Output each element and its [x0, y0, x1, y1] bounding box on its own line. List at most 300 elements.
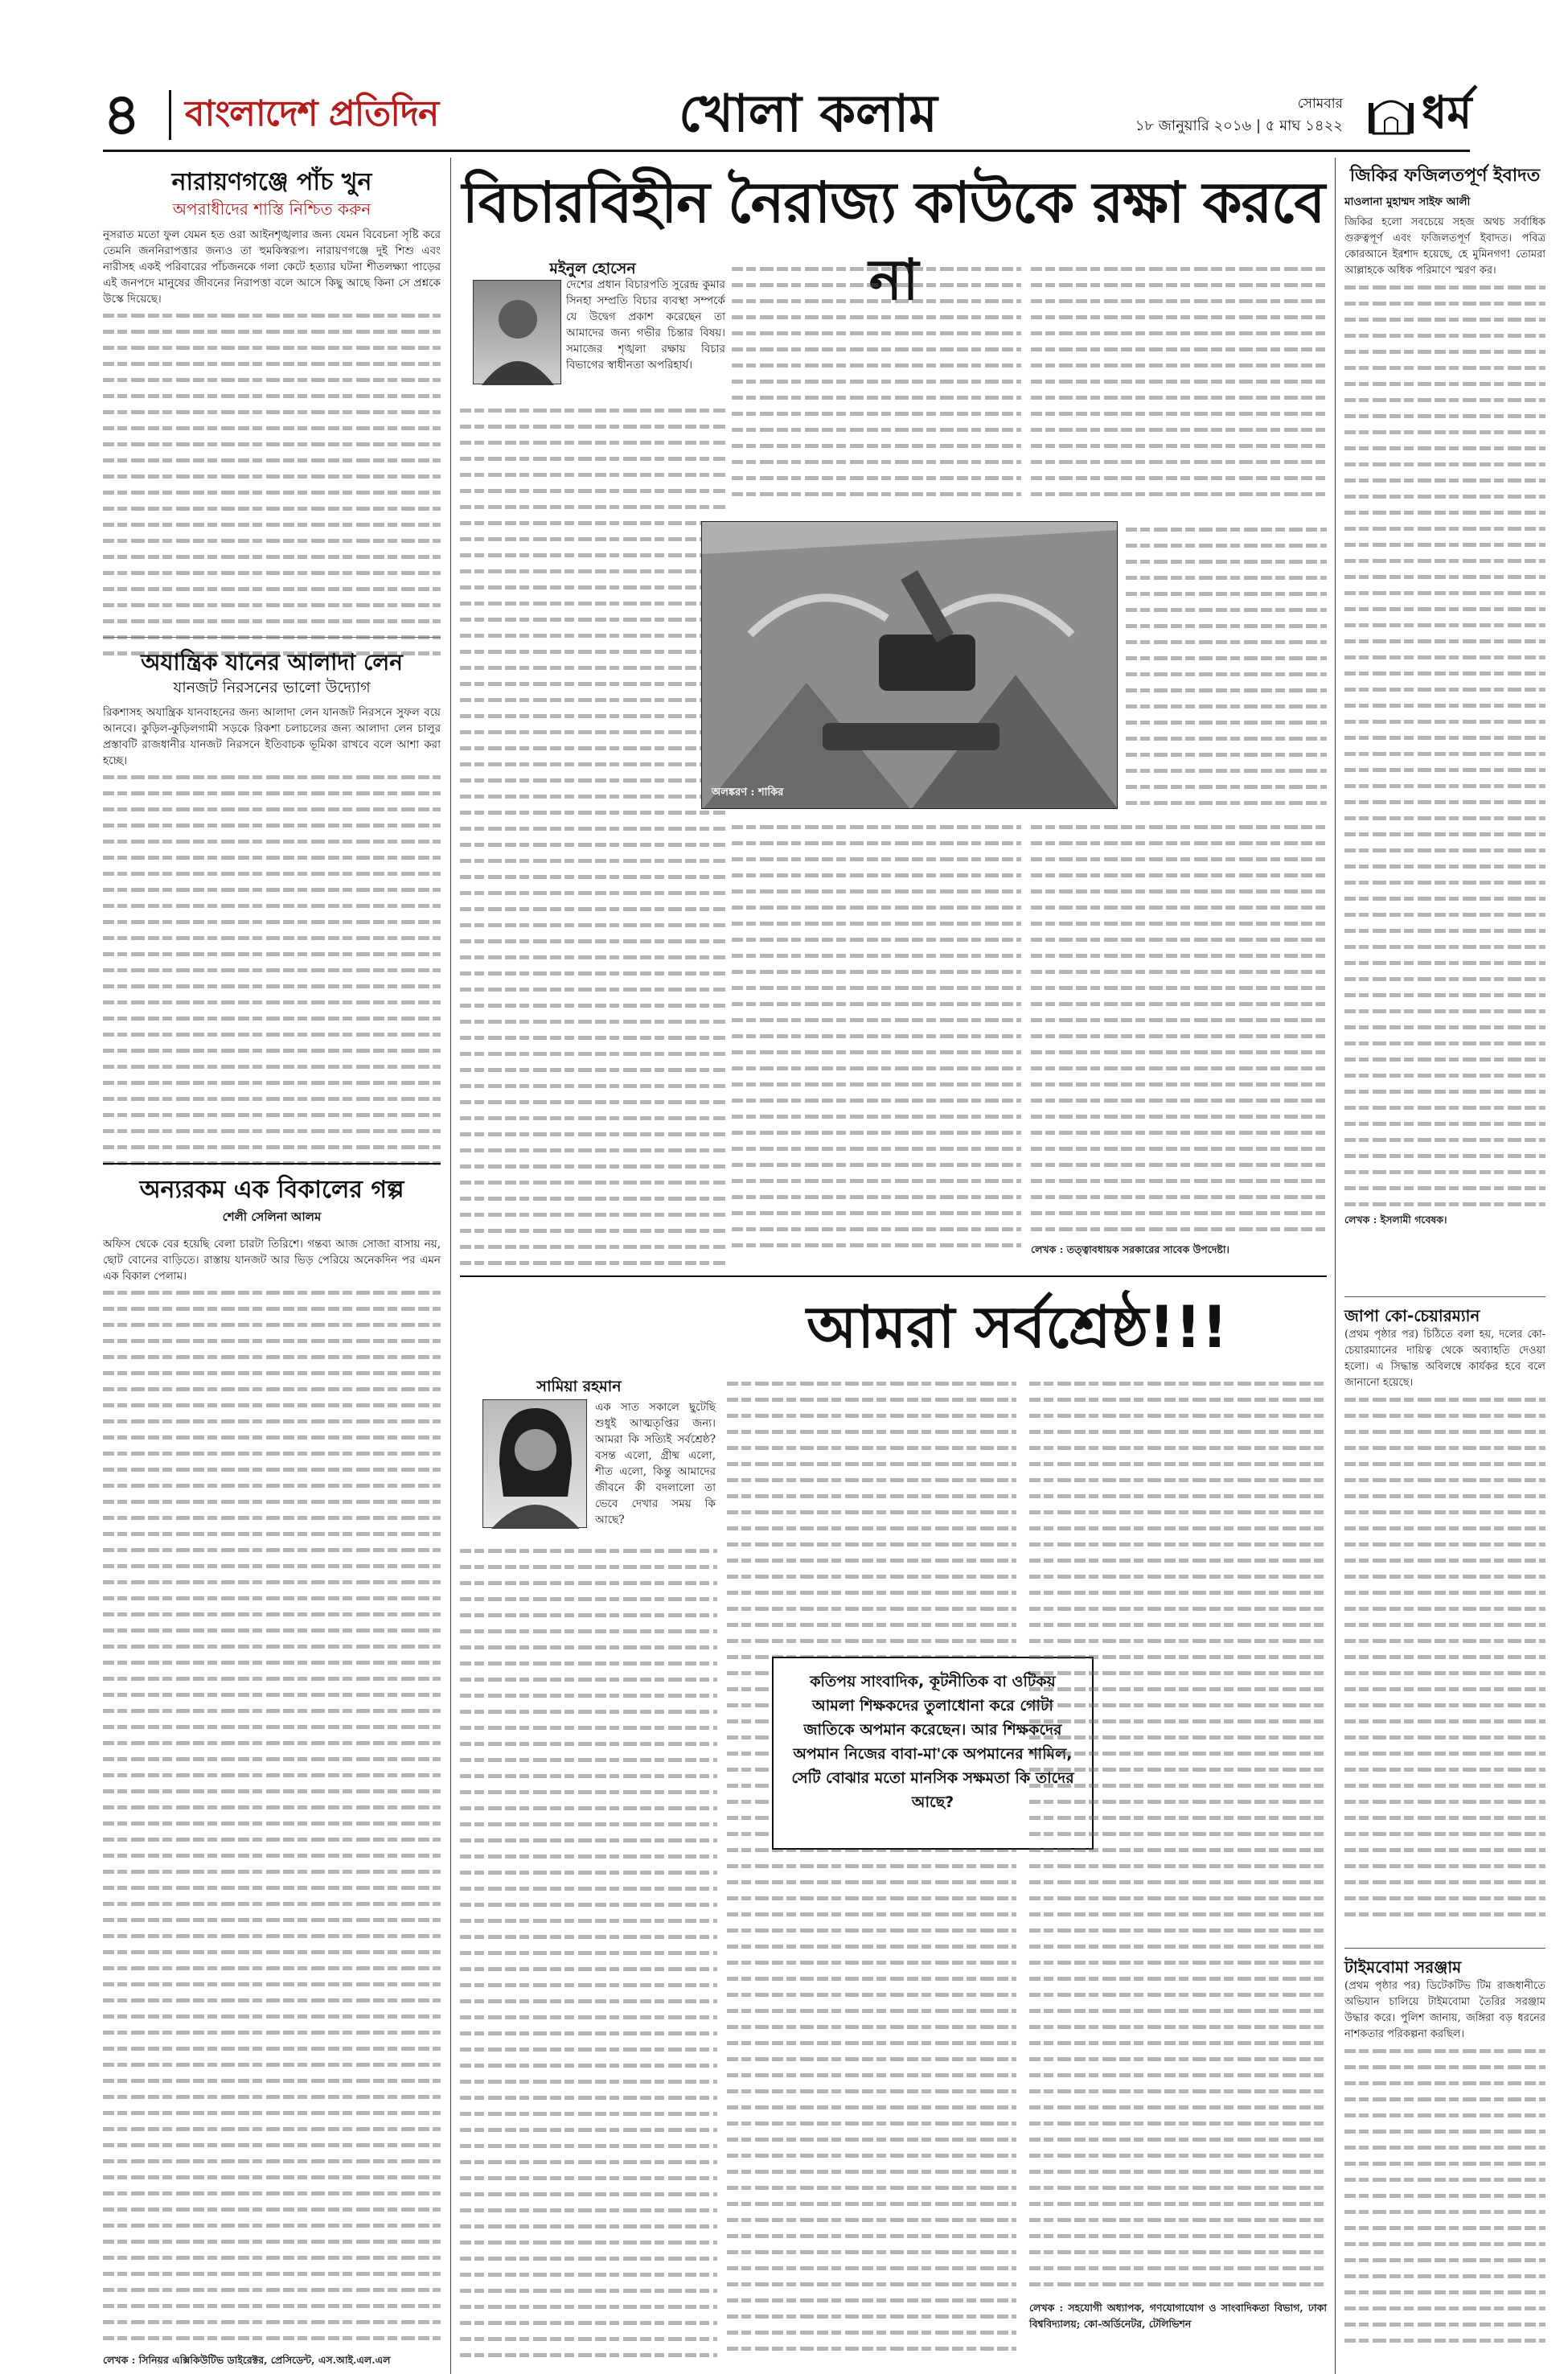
text-line [732, 899, 1021, 915]
text-line [727, 2308, 1016, 2324]
text-line [1344, 295, 1545, 311]
issue-date: ১৮ জানুয়ারি ২০১৬ | ৫ মাঘ ১৪২২ [1135, 117, 1343, 134]
text-line [1031, 867, 1327, 883]
text-line [460, 1029, 725, 1045]
text-line [1344, 2171, 1545, 2187]
text-line [732, 835, 1021, 851]
text-line [103, 1622, 441, 1638]
text-line [460, 2202, 717, 2218]
text-line [460, 2298, 717, 2314]
text-line [103, 1686, 441, 1702]
text-line [1344, 955, 1545, 971]
text-line [103, 2153, 441, 2169]
text-line [103, 1074, 441, 1090]
text-line [103, 1879, 441, 1896]
text-line [103, 2056, 441, 2072]
text-line [460, 724, 725, 740]
article-nonmotorized-lane [103, 648, 441, 1171]
text-line [727, 1568, 1016, 1584]
text-line [732, 947, 1021, 963]
text-line [1344, 1665, 1545, 1681]
text-line [727, 1600, 1016, 1616]
text-line [1029, 1745, 1327, 1761]
text-line [1344, 1115, 1545, 1132]
text-line [1029, 2163, 1327, 2179]
text-line [460, 756, 725, 772]
article-author: মাওলানা মুহাম্মদ সাইফ আলী [1344, 195, 1471, 208]
text-line [460, 804, 725, 820]
text-line [1029, 2083, 1327, 2099]
text-line [460, 1945, 717, 1961]
text-line [1029, 1488, 1327, 1504]
text-line [1344, 649, 1545, 665]
text-line [103, 2105, 441, 2121]
text-line [1031, 405, 1327, 421]
text-line [732, 851, 1021, 867]
text-line [1031, 373, 1327, 389]
text-line [103, 865, 441, 881]
article-title: অন্যরকম এক বিকালের গল্প [139, 1176, 404, 1204]
text-line [103, 2265, 441, 2282]
text-line [103, 1590, 441, 1606]
text-line [103, 372, 441, 388]
text-line [1344, 1472, 1545, 1488]
text-line [1344, 778, 1545, 794]
text-line [460, 1784, 717, 1800]
text-line [1344, 729, 1545, 745]
text-line [460, 869, 725, 885]
text-line [727, 1520, 1016, 1536]
text-line [1126, 682, 1327, 698]
text-line [103, 1719, 441, 1735]
text-line [1344, 2204, 1545, 2220]
text-line [1344, 971, 1545, 987]
text-line [1029, 1713, 1327, 1729]
text-line [732, 1076, 1021, 1092]
text-line [103, 1944, 441, 1960]
author-photo [473, 280, 561, 384]
text-line [1344, 697, 1545, 713]
text-line [732, 1012, 1021, 1028]
text-line [1344, 279, 1545, 295]
text-line [1344, 939, 1545, 955]
text-line [460, 676, 725, 692]
text-line [1344, 826, 1545, 842]
masthead-rule [103, 150, 1470, 152]
text-line [1029, 1970, 1327, 1986]
text-line [1344, 1729, 1545, 1745]
text-line [1029, 1809, 1327, 1826]
col1-divider-1 [103, 637, 441, 638]
text-line [1029, 1954, 1327, 1970]
article-japa [1344, 1304, 1545, 1922]
text-line [1344, 2059, 1545, 2075]
text-line [1344, 1440, 1545, 1456]
gavel-illustration [701, 521, 1118, 809]
text-line [103, 420, 441, 436]
text-line [727, 1954, 1016, 1970]
text-line [1344, 1906, 1545, 1922]
text-line [103, 1799, 441, 1815]
text-line [1031, 851, 1327, 867]
text-line [1029, 1922, 1327, 1938]
text-line [1344, 327, 1545, 343]
mosque-icon [1367, 87, 1415, 137]
text-line [1344, 1681, 1545, 1697]
text-line [460, 708, 725, 724]
article-title: টাইমবোমা সরঞ্জাম [1344, 1957, 1462, 1977]
second-article-intro: এক সাত সকালে ছুটেছি শুধুই আত্মতৃপ্তির জন্য। আমরা কি সত্যিই সর্বশ্রেষ্ঠ? বসন্ত এলো, গ্রীষ্ম এলো, শীত এলো, কিন্তু আমাদের জীবনে কী বদলালো তা ভেবে দেখার সময় কি আছে? [595, 1401, 716, 1526]
text-line [727, 2260, 1016, 2276]
text-line [1029, 1616, 1327, 1633]
text-line [1344, 1649, 1545, 1665]
author-photo-2 [482, 1399, 587, 1528]
text-line [1029, 2260, 1327, 2276]
text-line [1344, 1777, 1545, 1793]
text-line [1029, 1472, 1327, 1488]
text-line [732, 1205, 1021, 1221]
text-line [460, 1013, 725, 1029]
text-line [1031, 421, 1327, 437]
main-author: মইনুল হোসেন [549, 260, 636, 277]
text-line [1029, 2244, 1327, 2260]
text-line [1344, 1745, 1545, 1761]
page-number: ৪ [103, 80, 141, 148]
text-line [727, 2115, 1016, 2131]
text-line [460, 627, 725, 643]
text-line [460, 1591, 717, 1607]
col-rule-left [450, 158, 451, 2374]
text-line [1344, 1536, 1545, 1552]
text-line [460, 1607, 717, 1623]
text-line [103, 930, 441, 946]
text-line [1031, 1156, 1327, 1173]
text-line [1344, 1842, 1545, 1858]
text-line [460, 418, 725, 434]
text-line [1031, 915, 1327, 931]
text-line [460, 1671, 717, 1687]
text-line [727, 2099, 1016, 2115]
text-line [727, 1890, 1016, 1906]
text-line [103, 548, 441, 565]
text-line [103, 565, 441, 581]
weekday: সোমবার [1297, 96, 1343, 112]
article-body-continued [1344, 1391, 1545, 1922]
text-line [103, 1413, 441, 1429]
text-line [1344, 1616, 1545, 1633]
right-divider-2 [1344, 1948, 1545, 1949]
article-body: জিকির হলো সবচেয়ে সহজ অথচ সর্বাধিক গুরুত্বপূর্ণ এবং ফজিলতপূর্ণ ইবাদত। পবিত্র কোরআনে ইরশাদ হয়েছে, হে মুমিনগণ! তোমরা আল্লাহকে অধিক পরিমাণে স্মরণ কর। [1344, 216, 1545, 277]
text-line [727, 2083, 1016, 2099]
text-line [103, 1493, 441, 1509]
text-line [103, 1960, 441, 1976]
text-line [103, 307, 441, 323]
text-line [103, 1026, 441, 1042]
text-line [1344, 2236, 1545, 2252]
text-line [103, 1928, 441, 1944]
text-line [1029, 1761, 1327, 1777]
text-line [727, 1391, 1016, 1407]
text-line [460, 1719, 717, 1735]
article-body: (প্রথম পৃষ্ঠার পর) ডিটেকটিভ টিম রাজধানীতে অভিযান চালিয়ে টাইমবোমা তৈরির সরঞ্জাম উদ্ধার করে। পুলিশ জানায়, জঙ্গিরা বড় ধরনের নাশকতার পরিকল্পনা করছিল। [1344, 1980, 1545, 2040]
text-line [103, 1333, 441, 1349]
text-line [1344, 1067, 1545, 1083]
text-line [1344, 2043, 1545, 2059]
text-line [1029, 1986, 1327, 2002]
text-line [1126, 602, 1327, 618]
text-line [103, 1912, 441, 1928]
text-line [1029, 2051, 1327, 2067]
text-line [103, 581, 441, 597]
text-line [1344, 874, 1545, 890]
text-line [732, 1173, 1021, 1189]
text-line [460, 2138, 717, 2154]
text-line [103, 1606, 441, 1622]
text-line [1031, 1221, 1327, 1237]
text-line [1344, 520, 1545, 536]
text-line [732, 819, 1021, 835]
text-line [103, 1477, 441, 1493]
main-article-divider [460, 1275, 1327, 1277]
text-line [460, 515, 725, 531]
text-line [1344, 1793, 1545, 1809]
text-line [1029, 1440, 1327, 1456]
text-line [103, 2008, 441, 2024]
text-line [460, 1142, 725, 1158]
text-line [460, 1222, 725, 1238]
text-line [1031, 293, 1327, 309]
text-line [460, 901, 725, 917]
text-line [1344, 745, 1545, 762]
text-line [727, 2131, 1016, 2147]
text-line [1029, 1375, 1327, 1391]
text-line [460, 1094, 725, 1110]
right-divider-1 [1344, 1296, 1545, 1297]
text-line [460, 1735, 717, 1752]
text-line [732, 931, 1021, 947]
text-line [460, 1078, 725, 1094]
text-line [103, 2024, 441, 2040]
text-line [1126, 521, 1327, 537]
text-line [460, 836, 725, 852]
text-line [1031, 261, 1327, 277]
text-line [460, 965, 725, 981]
text-line [1031, 309, 1327, 325]
text-line [1344, 842, 1545, 858]
text-line [727, 1858, 1016, 1874]
text-line [1344, 2316, 1545, 2332]
article-title: জাপা কো-চেয়ারম্যান [1344, 1306, 1480, 1325]
text-line [103, 897, 441, 914]
text-line [1031, 277, 1327, 293]
text-line [103, 2330, 441, 2346]
article-body-continued [103, 1284, 441, 2346]
text-line [1344, 2220, 1545, 2236]
text-line [1029, 1520, 1327, 1536]
text-line [103, 1670, 441, 1686]
text-line [1344, 713, 1545, 729]
text-line [1344, 488, 1545, 504]
text-line [1344, 858, 1545, 874]
text-line [103, 1767, 441, 1783]
text-line [460, 1768, 717, 1784]
article-body: নুসরাত মতো ফুল যেমন হত ওরা আইনশৃঙ্খলার জন্য যেমন বিবেচনা সৃষ্টি করে তেমনি জননিরাপত্তার জন্যও তা হুমকিস্বরূপ। নারায়ণগঞ্জে দুই শিশু এবং নারীসহ একই পরিবারের পাঁচজনকে গলা কেটে হত্যার ঘটনা শীতলক্ষ্যা পাড়ের এই জনপদে মানুষের জীবনের নিরাপত্তা বলে আসে কিছু আছে কিনা সে প্রশ্নকে উস্কে দিয়েছে। [103, 228, 441, 306]
text-line [1344, 1890, 1545, 1906]
text-line [1344, 1164, 1545, 1180]
text-line [1344, 1423, 1545, 1440]
text-line [1126, 650, 1327, 666]
text-line [103, 962, 441, 978]
text-line [460, 1848, 717, 1864]
text-line [103, 769, 441, 785]
text-line [103, 532, 441, 548]
text-line [1344, 472, 1545, 488]
text-line [460, 949, 725, 965]
text-line [727, 1423, 1016, 1440]
article-author: শেলী সেলিনা আলম [222, 1210, 322, 1224]
text-line [103, 452, 441, 468]
text-line [1126, 537, 1327, 553]
text-line [732, 309, 1021, 325]
text-line [1029, 1938, 1327, 1954]
text-line [1344, 343, 1545, 359]
text-line [103, 801, 441, 817]
text-line [1029, 1536, 1327, 1552]
text-line [460, 740, 725, 756]
text-line [727, 2340, 1016, 2356]
image-caption: অলঙ্করণ : শাকির [712, 787, 784, 799]
text-line [460, 2073, 717, 2089]
article-zikir [1344, 164, 1545, 1228]
text-line [103, 1445, 441, 1461]
text-line [1029, 2179, 1327, 2195]
text-line [103, 1654, 441, 1670]
main-col3-text-mid [1126, 521, 1327, 811]
text-line [732, 341, 1021, 357]
main-col2-text-top [732, 261, 1021, 510]
text-line [727, 1616, 1016, 1633]
text-line [460, 2041, 717, 2057]
text-line [732, 1028, 1021, 1044]
text-line [732, 915, 1021, 931]
text-line [1344, 762, 1545, 778]
text-line [727, 1584, 1016, 1600]
text-line [1344, 2107, 1545, 2123]
text-line [1031, 835, 1327, 851]
text-line [1029, 1697, 1327, 1713]
text-line [103, 1397, 441, 1413]
text-line [1029, 1842, 1327, 1858]
text-line [103, 2072, 441, 2089]
text-line [732, 357, 1021, 373]
text-line [460, 1832, 717, 1848]
text-line [1344, 1196, 1545, 1212]
text-line [1031, 963, 1327, 980]
text-line [1344, 987, 1545, 1003]
text-line [732, 277, 1021, 293]
text-line [727, 2051, 1016, 2067]
text-line [727, 1922, 1016, 1938]
text-line [103, 1976, 441, 1992]
text-line [1344, 1099, 1545, 1115]
text-line [103, 1735, 441, 1751]
text-line [727, 1874, 1016, 1890]
text-line [1029, 1391, 1327, 1407]
text-line [103, 1783, 441, 1799]
second-col1-text [460, 1542, 717, 2363]
text-line [727, 1440, 1016, 1456]
text-line [1344, 2187, 1545, 2204]
text-line [460, 1639, 717, 1655]
text-line [460, 1190, 725, 1206]
text-line [1344, 1584, 1545, 1600]
text-line [460, 772, 725, 788]
text-line [460, 1800, 717, 1816]
text-line [1344, 504, 1545, 520]
text-line [727, 2212, 1016, 2228]
text-line [460, 1158, 725, 1174]
text-line [460, 788, 725, 804]
text-line [1029, 1568, 1327, 1584]
text-line [103, 849, 441, 865]
text-line [727, 1488, 1016, 1504]
text-line [103, 1831, 441, 1847]
text-line [460, 2250, 717, 2266]
text-line [460, 2089, 717, 2105]
text-line [103, 2121, 441, 2137]
text-line [1344, 376, 1545, 392]
text-line [1344, 906, 1545, 922]
text-line [1031, 899, 1327, 915]
text-line [727, 2019, 1016, 2035]
text-line [103, 1638, 441, 1654]
text-line [103, 1010, 441, 1026]
text-line [732, 980, 1021, 996]
text-line [460, 434, 725, 450]
text-line [1344, 1504, 1545, 1520]
text-line [460, 885, 725, 901]
text-line [1126, 778, 1327, 795]
text-line [1344, 569, 1545, 585]
text-line [732, 325, 1021, 341]
text-line [727, 2195, 1016, 2212]
text-line [1344, 1552, 1545, 1568]
text-line [103, 785, 441, 801]
text-line [460, 1703, 717, 1719]
text-line [460, 466, 725, 483]
text-line [1344, 665, 1545, 681]
text-line [460, 659, 725, 676]
second-col2-text [727, 1375, 1016, 2364]
text-line [727, 1407, 1016, 1423]
text-line [1029, 1584, 1327, 1600]
text-line [1126, 634, 1327, 650]
text-line [1344, 1083, 1545, 1099]
text-line [460, 1687, 717, 1703]
text-line [103, 1429, 441, 1445]
text-line [460, 1880, 717, 1896]
text-line [103, 2282, 441, 2298]
text-line [460, 1655, 717, 1671]
section-title: খোলা কলাম [679, 84, 938, 144]
text-line [460, 2154, 717, 2170]
text-line [460, 1896, 717, 1912]
text-line [727, 1938, 1016, 1954]
text-line [460, 917, 725, 933]
text-line [1344, 552, 1545, 569]
right-section-title: ধর্ম [1422, 87, 1472, 139]
article-body: রিকশাসহ অযান্ত্রিক যানবাহনের জন্য আলাদা লেন যানজট নিরসনে সুফল বয়ে আনবে। কুড়িল-কুড়িলগামী সড়কে রিকশা চলাচলের জন্য আলাদা লেন চালুর প্রস্তাবটি রাজধানীর যানজট নিরসনে ইতিবাচক ভূমিকা রাখবে বলে আশা করা হচ্ছে। [103, 706, 441, 767]
